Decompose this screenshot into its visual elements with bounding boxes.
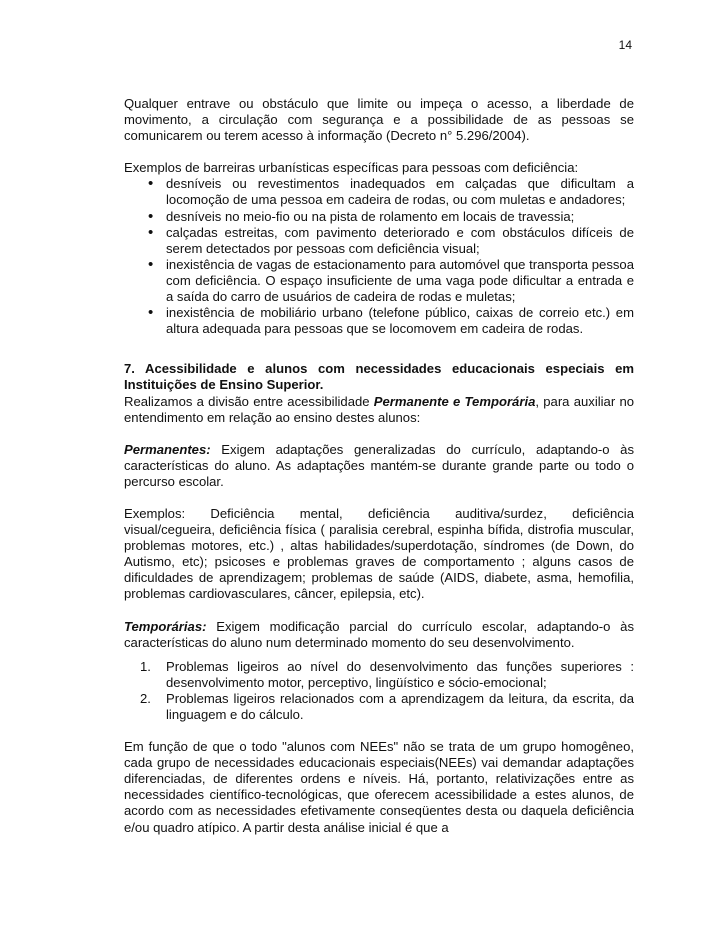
- paragraph-definition: Qualquer entrave ou obstáculo que limite ou impeça o acesso, a liberdade de movimento, a circulação com segurança e a possibilidade de as pessoas se comunicarem ou terem acesso à informação (Decreto n° 5.296/2004).: [124, 96, 634, 144]
- paragraph-division: [124, 394, 634, 426]
- temporary-text: Exigem modificação parcial do currículo escolar, adaptando-o às características do aluno num determinado momento do seu desenvolvimento.: [124, 618, 634, 650]
- list-number: 2.: [140, 690, 151, 706]
- list-number: 1.: [140, 658, 151, 674]
- section-heading: 7. Acessibilidade e alunos com necessidades educacionais especiais em Instituições de Ensino Superior.: [124, 361, 634, 393]
- barriers-list: [124, 176, 634, 337]
- examples-first-line: Exemplos: Deficiência mental, deficiência auditiva/surdez, deficiência: [124, 505, 634, 521]
- division-text-before: Realizamos a divisão entre acessibilidade: [124, 393, 374, 409]
- list-item: • inexistência de vagas de estacionamento para automóvel que transporta pessoa com deficiência. O espaço insuficiente de uma vaga pode dificultar a entrada e a saída do carro de usuários de cadeira de rodas e muletas;: [166, 257, 634, 305]
- list-item-text: Problemas ligeiros relacionados com a aprendizagem da leitura, da escrita, da linguagem e do cálculo.: [166, 690, 634, 722]
- division-emphasis: Permanente e Temporária: [373, 393, 536, 409]
- list-item: [140, 658, 634, 691]
- permanent-label: Permanentes:: [124, 441, 211, 457]
- list-item: • desníveis ou revestimentos inadequados em calçadas que dificultam a locomoção de uma pessoa em cadeira de rodas, ou com muletas e andadores;: [166, 176, 634, 208]
- paragraph-permanent: [124, 442, 634, 490]
- temporary-list: [124, 659, 634, 723]
- temporary-label: Temporárias:: [124, 618, 207, 634]
- document-body: [124, 96, 634, 836]
- permanent-text: Exigem adaptações generalizadas do currículo, adaptando-o às características do aluno. As adaptações mantém-se durante grande parte ou todo o percurso escolar.: [124, 441, 634, 489]
- list-item: • calçadas estreitas, com pavimento deteriorado e com obstáculos difíceis de serem detectados por pessoas com deficiência visual;: [166, 225, 634, 257]
- paragraph-final: Em função de que o todo "alunos com NEEs" não se trata de um grupo homogêneo, cada grupo de necessidades educacionais especiais(NEEs) vai demandar adaptações diferenciadas, de diferentes ordens e níveis. Há, portanto, relativizações entre as necessidades científico-tecnológicas, que oferecem acessibilidade a estes alunos, de acordo com as necessidades efetivamente conseqüentes desta ou daquela deficiência e/ou quadro atípico. A partir desta análise inicial é que a: [124, 739, 634, 835]
- paragraph-temporary: [124, 619, 634, 651]
- list-item: [140, 690, 634, 723]
- division-text-after: , para auxiliar no entendimento em relação ao ensino destes alunos:: [124, 393, 635, 425]
- examples-rest: visual/cegueira, deficiência física ( paralisia cerebral, espinha bífida, distrofia muscular, problemas motores, etc.) , altas habilidades/superdotação, síndromes (de Down, do Autismo, etc); psicoses e problemas graves de comportamento ; alguns casos de dificuldades de aprendizagem; problemas de saúde (AIDS, diabete, asma, hemofilia, problemas cardiovasculares, câncer, epilepsia, etc).: [124, 522, 634, 602]
- list-item: • inexistência de mobiliário urbano (telefone público, caixas de correio etc.) em altura adequada para pessoas que se locomovem em cadeira de rodas.: [166, 305, 634, 337]
- list-item-text: Problemas ligeiros ao nível do desenvolvimento das funções superiores : desenvolvimento motor, perceptivo, lingüístico e sócio-emocional;: [166, 658, 634, 690]
- list-item: • desníveis no meio-fio ou na pista de rolamento em locais de travessia;: [166, 209, 634, 225]
- barriers-intro: Exemplos de barreiras urbanísticas específicas para pessoas com deficiência:: [124, 160, 579, 176]
- page-number: 14: [618, 38, 632, 52]
